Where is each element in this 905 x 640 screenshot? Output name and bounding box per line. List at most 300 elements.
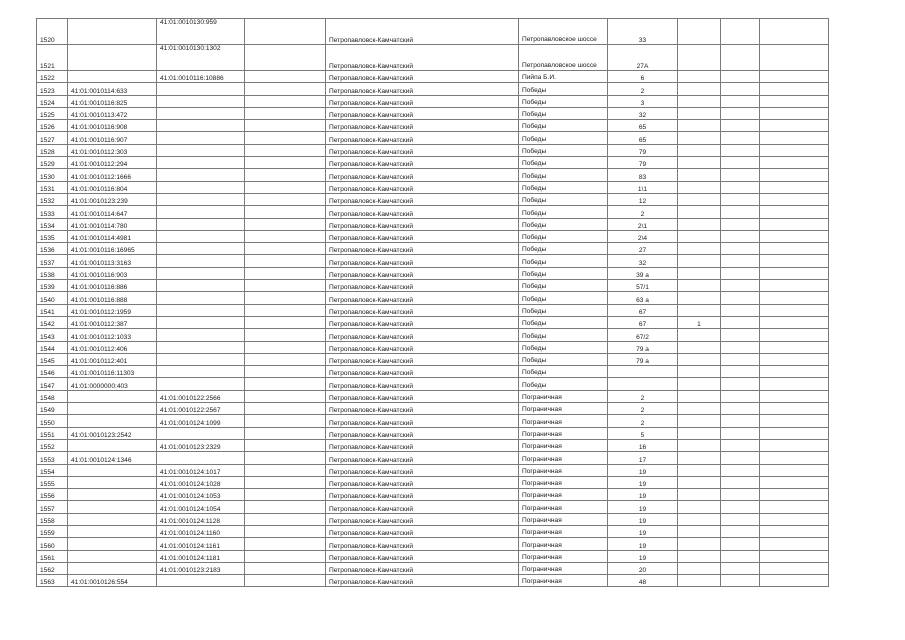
cadastral-number-building: 41:01:0010116:908	[68, 120, 157, 132]
table-row	[37, 415, 829, 427]
cadastral-number-premises	[157, 366, 245, 378]
city-name: Петропавловск-Камчатский	[326, 525, 519, 537]
cadastral-number-premises	[157, 120, 245, 132]
extra-value	[678, 95, 721, 107]
table-row	[37, 427, 829, 439]
empty-cell	[245, 206, 326, 218]
cadastral-number-building: 41:01:0010124:1346	[68, 452, 157, 464]
street-name: Победы	[519, 157, 608, 169]
extra-value	[678, 538, 721, 550]
empty-cell	[721, 120, 760, 132]
extra-value	[678, 169, 721, 181]
empty-cell	[721, 439, 760, 451]
table-row	[37, 280, 829, 292]
street-name: Победы	[519, 206, 608, 218]
street-name: Пограничная	[519, 525, 608, 537]
cadastral-number-premises	[157, 255, 245, 267]
street-name: Пограничная	[519, 489, 608, 501]
extra-value: 1	[678, 316, 721, 328]
row-number: 1524	[37, 95, 68, 107]
city-name: Петропавловск-Камчатский	[326, 501, 519, 513]
empty-cell	[721, 501, 760, 513]
row-number: 1531	[37, 181, 68, 193]
house-number: 33	[608, 19, 678, 45]
empty-cell	[245, 316, 326, 328]
extra-value	[678, 341, 721, 353]
city-name: Петропавловск-Камчатский	[326, 144, 519, 156]
empty-cell	[245, 562, 326, 574]
table-row	[37, 378, 829, 390]
cadastral-number-building: 41:01:0010116:804	[68, 181, 157, 193]
cadastral-number-building	[68, 562, 157, 574]
street-name: Победы	[519, 95, 608, 107]
extra-value	[678, 366, 721, 378]
city-name: Петропавловск-Камчатский	[326, 427, 519, 439]
extra-value	[678, 280, 721, 292]
city-name: Петропавловск-Камчатский	[326, 378, 519, 390]
empty-cell	[721, 366, 760, 378]
cadastral-number-building: 41:01:0010116:888	[68, 292, 157, 304]
cadastral-number-premises	[157, 144, 245, 156]
row-number: 1558	[37, 513, 68, 525]
table-row	[37, 476, 829, 488]
empty-cell	[721, 341, 760, 353]
empty-cell	[245, 575, 326, 587]
row-number: 1525	[37, 107, 68, 119]
row-number: 1563	[37, 575, 68, 587]
street-name: Победы	[519, 193, 608, 205]
empty-cell	[245, 501, 326, 513]
cadastral-number-building	[68, 19, 157, 45]
city-name: Петропавловск-Камчатский	[326, 476, 519, 488]
city-name: Петропавловск-Камчатский	[326, 353, 519, 365]
empty-cell	[245, 538, 326, 550]
extra-value	[678, 144, 721, 156]
empty-cell	[721, 316, 760, 328]
house-number: 19	[608, 476, 678, 488]
row-number: 1530	[37, 169, 68, 181]
empty-cell	[721, 132, 760, 144]
extra-value	[678, 292, 721, 304]
street-name: Победы	[519, 366, 608, 378]
house-number: 79	[608, 157, 678, 169]
empty-cell	[721, 193, 760, 205]
extra-value	[678, 452, 721, 464]
empty-cell	[760, 329, 829, 341]
table-row	[37, 304, 829, 316]
city-name: Петропавловск-Камчатский	[326, 366, 519, 378]
table-row	[37, 513, 829, 525]
house-number: 12	[608, 193, 678, 205]
house-number: 2	[608, 390, 678, 402]
row-number: 1543	[37, 329, 68, 341]
empty-cell	[245, 280, 326, 292]
empty-cell	[245, 390, 326, 402]
row-number: 1559	[37, 525, 68, 537]
empty-cell	[245, 255, 326, 267]
empty-cell	[245, 181, 326, 193]
cadastral-number-premises: 41:01:0010123:2183	[157, 562, 245, 574]
city-name: Петропавловск-Камчатский	[326, 132, 519, 144]
extra-value	[678, 157, 721, 169]
empty-cell	[760, 144, 829, 156]
empty-cell	[721, 550, 760, 562]
row-number: 1545	[37, 353, 68, 365]
house-number: 2\1	[608, 218, 678, 230]
street-name: Победы	[519, 120, 608, 132]
empty-cell	[721, 403, 760, 415]
extra-value	[678, 83, 721, 95]
extra-value	[678, 132, 721, 144]
row-number: 1541	[37, 304, 68, 316]
empty-cell	[760, 427, 829, 439]
empty-cell	[721, 525, 760, 537]
table-row	[37, 403, 829, 415]
empty-cell	[760, 230, 829, 242]
house-number: 83	[608, 169, 678, 181]
table-row	[37, 353, 829, 365]
row-number: 1522	[37, 71, 68, 83]
cadastral-number-building	[68, 513, 157, 525]
house-number: 79 а	[608, 341, 678, 353]
empty-cell	[245, 169, 326, 181]
table-row	[37, 19, 829, 45]
house-number: 2\4	[608, 230, 678, 242]
city-name: Петропавловск-Камчатский	[326, 157, 519, 169]
empty-cell	[721, 169, 760, 181]
cadastral-number-building	[68, 71, 157, 83]
house-number: 48	[608, 575, 678, 587]
empty-cell	[760, 575, 829, 587]
street-name: Победы	[519, 255, 608, 267]
row-number: 1527	[37, 132, 68, 144]
extra-value	[678, 403, 721, 415]
street-name: Победы	[519, 107, 608, 119]
empty-cell	[245, 513, 326, 525]
street-name: Победы	[519, 132, 608, 144]
city-name: Петропавловск-Камчатский	[326, 464, 519, 476]
house-number: 32	[608, 107, 678, 119]
empty-cell	[721, 45, 760, 71]
extra-value	[678, 562, 721, 574]
empty-cell	[760, 292, 829, 304]
empty-cell	[721, 267, 760, 279]
row-number: 1549	[37, 403, 68, 415]
table-row	[37, 316, 829, 328]
cadastral-number-premises: 41:01:0010124:1160	[157, 525, 245, 537]
cadastral-number-building: 41:01:0010126:554	[68, 575, 157, 587]
city-name: Петропавловск-Камчатский	[326, 71, 519, 83]
street-name: Пограничная	[519, 464, 608, 476]
cadastral-number-building: 41:01:0010116:903	[68, 267, 157, 279]
city-name: Петропавловск-Камчатский	[326, 403, 519, 415]
city-name: Петропавловск-Камчатский	[326, 304, 519, 316]
empty-cell	[721, 427, 760, 439]
street-name: Пийпа Б.И.	[519, 71, 608, 83]
empty-cell	[721, 107, 760, 119]
row-number: 1520	[37, 19, 68, 45]
cadastral-number-building	[68, 550, 157, 562]
house-number: 20	[608, 562, 678, 574]
empty-cell	[245, 19, 326, 45]
street-name: Пограничная	[519, 390, 608, 402]
house-number: 65	[608, 120, 678, 132]
empty-cell	[721, 95, 760, 107]
house-number: 27	[608, 243, 678, 255]
empty-cell	[760, 403, 829, 415]
city-name: Петропавловск-Камчатский	[326, 107, 519, 119]
cadastral-number-building: 41:01:0010113:3163	[68, 255, 157, 267]
house-number: 63 а	[608, 292, 678, 304]
street-name: Победы	[519, 292, 608, 304]
table-row	[37, 83, 829, 95]
empty-cell	[721, 464, 760, 476]
city-name: Петропавловск-Камчатский	[326, 439, 519, 451]
empty-cell	[245, 464, 326, 476]
extra-value	[678, 45, 721, 71]
empty-cell	[760, 390, 829, 402]
table-row	[37, 525, 829, 537]
row-number: 1538	[37, 267, 68, 279]
cadastral-number-premises: 41:01:0010124:1128	[157, 513, 245, 525]
empty-cell	[721, 513, 760, 525]
house-number: 57/1	[608, 280, 678, 292]
empty-cell	[721, 280, 760, 292]
street-name: Петропавловское шоссе	[519, 45, 608, 71]
empty-cell	[245, 329, 326, 341]
street-name: Победы	[519, 144, 608, 156]
empty-cell	[760, 316, 829, 328]
street-name: Победы	[519, 218, 608, 230]
city-name: Петропавловск-Камчатский	[326, 329, 519, 341]
table-row	[37, 562, 829, 574]
row-number: 1550	[37, 415, 68, 427]
table-row	[37, 193, 829, 205]
street-name: Пограничная	[519, 403, 608, 415]
empty-cell	[760, 243, 829, 255]
house-number: 1\1	[608, 181, 678, 193]
extra-value	[678, 390, 721, 402]
table-row	[37, 267, 829, 279]
cadastral-number-premises: 41:01:0010124:1054	[157, 501, 245, 513]
cadastral-number-premises	[157, 243, 245, 255]
house-number	[608, 366, 678, 378]
street-name: Победы	[519, 280, 608, 292]
city-name: Петропавловск-Камчатский	[326, 489, 519, 501]
empty-cell	[760, 304, 829, 316]
table-row	[37, 550, 829, 562]
table-row	[37, 107, 829, 119]
house-number: 19	[608, 501, 678, 513]
table-row	[37, 439, 829, 451]
extra-value	[678, 501, 721, 513]
empty-cell	[245, 267, 326, 279]
table-row	[37, 45, 829, 71]
cadastral-number-building: 41:01:0010112:1033	[68, 329, 157, 341]
empty-cell	[245, 452, 326, 464]
empty-cell	[760, 95, 829, 107]
table-row	[37, 169, 829, 181]
city-name: Петропавловск-Камчатский	[326, 415, 519, 427]
empty-cell	[760, 206, 829, 218]
row-number: 1526	[37, 120, 68, 132]
empty-cell	[760, 353, 829, 365]
street-name: Победы	[519, 230, 608, 242]
city-name: Петропавловск-Камчатский	[326, 181, 519, 193]
empty-cell	[245, 427, 326, 439]
row-number: 1534	[37, 218, 68, 230]
street-name: Победы	[519, 83, 608, 95]
empty-cell	[721, 378, 760, 390]
cadastral-number-building: 41:01:0010114:633	[68, 83, 157, 95]
empty-cell	[760, 132, 829, 144]
house-number: 67/2	[608, 329, 678, 341]
street-name: Победы	[519, 267, 608, 279]
cadastral-number-building: 41:01:0010112:387	[68, 316, 157, 328]
street-name: Победы	[519, 169, 608, 181]
house-number: 19	[608, 525, 678, 537]
cadastral-number-building	[68, 501, 157, 513]
empty-cell	[721, 181, 760, 193]
house-number: 67	[608, 316, 678, 328]
empty-cell	[721, 304, 760, 316]
empty-cell	[245, 144, 326, 156]
empty-cell	[721, 415, 760, 427]
extra-value	[678, 267, 721, 279]
empty-cell	[760, 71, 829, 83]
empty-cell	[721, 206, 760, 218]
empty-cell	[760, 255, 829, 267]
cadastral-number-premises	[157, 157, 245, 169]
cadastral-number-premises: 41:01:0010124:1017	[157, 464, 245, 476]
cadastral-number-premises: 41:01:0010122:2566	[157, 390, 245, 402]
empty-cell	[245, 415, 326, 427]
cadastral-number-building	[68, 415, 157, 427]
empty-cell	[721, 243, 760, 255]
cadastral-number-premises: 41:01:0010124:1099	[157, 415, 245, 427]
empty-cell	[760, 550, 829, 562]
house-number: 19	[608, 513, 678, 525]
empty-cell	[760, 218, 829, 230]
table-row	[37, 538, 829, 550]
empty-cell	[245, 230, 326, 242]
cadastral-number-building	[68, 525, 157, 537]
extra-value	[678, 489, 721, 501]
table-row	[37, 464, 829, 476]
cadastral-number-building: 41:01:0010114:780	[68, 218, 157, 230]
empty-cell	[760, 501, 829, 513]
city-name: Петропавловск-Камчатский	[326, 83, 519, 95]
cadastral-number-building	[68, 476, 157, 488]
cadastral-number-building: 41:01:0010114:647	[68, 206, 157, 218]
cadastral-number-premises	[157, 267, 245, 279]
extra-value	[678, 120, 721, 132]
empty-cell	[245, 107, 326, 119]
extra-value	[678, 218, 721, 230]
cadastral-number-premises: 41:01:0010124:1161	[157, 538, 245, 550]
empty-cell	[760, 452, 829, 464]
table-row	[37, 366, 829, 378]
row-number: 1523	[37, 83, 68, 95]
empty-cell	[721, 390, 760, 402]
street-name: Пограничная	[519, 538, 608, 550]
empty-cell	[721, 452, 760, 464]
empty-cell	[760, 538, 829, 550]
row-number: 1544	[37, 341, 68, 353]
street-name: Пограничная	[519, 439, 608, 451]
extra-value	[678, 304, 721, 316]
street-name: Победы	[519, 341, 608, 353]
empty-cell	[721, 19, 760, 45]
city-name: Петропавловск-Камчатский	[326, 169, 519, 181]
table-row	[37, 181, 829, 193]
extra-value	[678, 230, 721, 242]
table-row	[37, 230, 829, 242]
house-number: 32	[608, 255, 678, 267]
city-name: Петропавловск-Камчатский	[326, 243, 519, 255]
house-number: 67	[608, 304, 678, 316]
extra-value	[678, 550, 721, 562]
house-number: 5	[608, 427, 678, 439]
table-row	[37, 157, 829, 169]
empty-cell	[760, 83, 829, 95]
house-number: 2	[608, 403, 678, 415]
empty-cell	[245, 218, 326, 230]
cadastral-number-building: 41:01:0010113:472	[68, 107, 157, 119]
table-row	[37, 243, 829, 255]
empty-cell	[721, 83, 760, 95]
empty-cell	[760, 489, 829, 501]
city-name: Петропавловск-Камчатский	[326, 452, 519, 464]
cadastral-number-premises: 41:01:0010124:1181	[157, 550, 245, 562]
cadastral-number-premises: 41:01:0010122:2567	[157, 403, 245, 415]
cadastral-number-premises	[157, 107, 245, 119]
extra-value	[678, 439, 721, 451]
house-number: 79	[608, 144, 678, 156]
cadastral-number-premises: 41:01:0010124:1028	[157, 476, 245, 488]
empty-cell	[721, 353, 760, 365]
street-name: Победы	[519, 304, 608, 316]
extra-value	[678, 243, 721, 255]
empty-cell	[245, 120, 326, 132]
cadastral-number-premises	[157, 83, 245, 95]
cadastral-number-premises: 41:01:0010123:2329	[157, 439, 245, 451]
cadastral-number-premises	[157, 292, 245, 304]
table-row	[37, 489, 829, 501]
city-name: Петропавловск-Камчатский	[326, 45, 519, 71]
extra-value	[678, 193, 721, 205]
cadastral-number-premises	[157, 230, 245, 242]
house-number	[608, 378, 678, 390]
cadastral-number-building: 41:01:0010112:1959	[68, 304, 157, 316]
empty-cell	[245, 550, 326, 562]
row-number: 1528	[37, 144, 68, 156]
row-number: 1554	[37, 464, 68, 476]
empty-cell	[245, 132, 326, 144]
cadastral-number-building: 41:01:0010112:294	[68, 157, 157, 169]
extra-value	[678, 329, 721, 341]
empty-cell	[760, 107, 829, 119]
house-number: 2	[608, 206, 678, 218]
empty-cell	[760, 341, 829, 353]
cadastral-number-building: 41:01:0010116:886	[68, 280, 157, 292]
cadastral-number-building: 41:01:0010114:4981	[68, 230, 157, 242]
street-name: Победы	[519, 353, 608, 365]
cadastral-number-building: 41:01:0010123:2542	[68, 427, 157, 439]
house-number: 17	[608, 452, 678, 464]
house-number: 2	[608, 83, 678, 95]
empty-cell	[760, 120, 829, 132]
